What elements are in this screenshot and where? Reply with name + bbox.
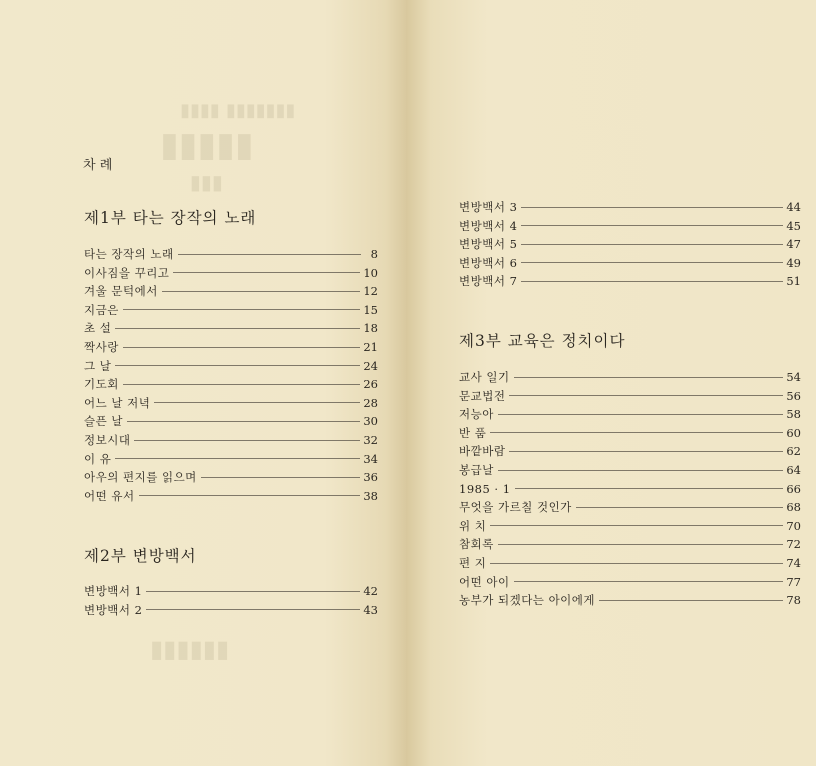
leader-line <box>521 207 783 208</box>
toc-entry-title: 짝사랑 <box>84 340 119 354</box>
toc-entry <box>84 265 378 281</box>
leader-line <box>123 309 361 310</box>
toc-entry <box>459 369 801 385</box>
leader-line <box>173 272 360 273</box>
toc-entry-title: 변방백서 2 <box>84 602 143 617</box>
toc-entry-page-number: 21 <box>363 340 378 354</box>
toc-entry-page-number: 78 <box>786 593 801 608</box>
leader-line <box>115 458 360 459</box>
show-through-text: ▮▮▮▮▮▮▮ ▮▮▮▮ <box>180 100 296 121</box>
leader-line <box>576 507 784 508</box>
leader-line <box>498 414 784 415</box>
toc-entry-page-number: 26 <box>363 377 378 392</box>
right-page <box>406 0 816 766</box>
leader-line <box>490 432 783 433</box>
leader-line <box>123 347 361 348</box>
leader-line <box>521 225 783 226</box>
toc-entry-title: 바깥바람 <box>459 444 506 459</box>
leader-line <box>201 477 361 478</box>
toc-entry <box>84 246 378 262</box>
toc-entry-page-number: 30 <box>363 414 378 429</box>
toc-entry-page-number: 43 <box>363 602 378 617</box>
leader-line <box>509 451 783 452</box>
toc-entry <box>459 481 801 497</box>
toc-entry <box>84 602 378 618</box>
toc-entry-title: 참회록 <box>459 537 494 552</box>
toc-entry-title: 아우의 편지를 읽으며 <box>84 470 197 485</box>
toc-entry <box>84 320 378 336</box>
toc-entry-title: 변방백서 4 <box>459 218 518 233</box>
leader-line <box>514 581 784 582</box>
toc-entry-title: 그 날 <box>84 358 112 373</box>
leader-line <box>134 440 360 441</box>
toc-entry-title: 1985 · 1 <box>459 481 511 496</box>
part1-title: 제1부 타는 장작의 노래 <box>84 209 257 227</box>
toc-entry <box>459 443 801 459</box>
toc-entry-page-number: 60 <box>786 425 801 440</box>
toc-entry-page-number: 74 <box>786 556 801 570</box>
toc-entry <box>84 413 378 429</box>
toc-entry-page-number: 10 <box>363 265 378 280</box>
show-through-text: ▮▮▮ <box>190 170 224 194</box>
toc-entry-title: 변방백서 7 <box>459 274 518 289</box>
leader-line <box>123 384 361 385</box>
toc-entry <box>459 555 801 571</box>
leader-line <box>490 525 783 526</box>
leader-line <box>115 365 360 366</box>
toc-entry <box>84 302 378 318</box>
toc-entry-title: 초 설 <box>84 321 112 336</box>
toc-entry <box>459 499 801 515</box>
leader-line <box>498 470 784 471</box>
toc-entry-title: 어떤 유서 <box>84 488 135 503</box>
toc-entry-title: 변방백서 3 <box>459 200 518 214</box>
toc-entry-title: 변방백서 1 <box>84 584 143 598</box>
leader-line <box>154 402 360 403</box>
toc-entry-title: 편 지 <box>459 556 487 570</box>
toc-entry-title: 정보시대 <box>84 433 131 447</box>
leader-line <box>514 377 784 378</box>
leader-line <box>162 291 361 292</box>
toc-entry-title: 타는 장작의 노래 <box>84 247 174 261</box>
leader-line <box>490 563 783 564</box>
toc-entry-page-number: 51 <box>786 274 801 289</box>
toc-entry-page-number: 47 <box>786 237 801 252</box>
toc-entry-title: 반 품 <box>459 425 487 440</box>
toc-heading: 차 례 <box>83 158 113 173</box>
toc-entry <box>84 432 378 448</box>
toc-entry-page-number: 34 <box>363 451 378 466</box>
leader-line <box>178 254 361 255</box>
toc-entry <box>84 376 378 392</box>
toc-entry-title: 봉급날 <box>459 463 494 477</box>
toc-entry-page-number: 70 <box>786 518 801 533</box>
toc-entry <box>459 406 801 422</box>
leader-line <box>515 488 784 489</box>
leader-line <box>509 395 783 396</box>
leader-line <box>127 421 360 422</box>
toc-entry-page-number: 66 <box>786 481 801 496</box>
toc-entry-page-number: 72 <box>786 537 801 552</box>
toc-entry-page-number: 54 <box>786 370 801 384</box>
toc-entry-page-number: 36 <box>363 470 378 485</box>
toc-entry <box>459 425 801 441</box>
toc-entry-title: 위 치 <box>459 518 487 533</box>
leader-line <box>521 244 783 245</box>
toc-entry-page-number: 18 <box>363 321 378 336</box>
toc-entry-page-number: 24 <box>363 358 378 373</box>
toc-entry-page-number: 62 <box>786 444 801 459</box>
toc-entry <box>84 488 378 504</box>
toc-entry-title: 저능아 <box>459 407 494 422</box>
toc-entry-title: 겨울 문턱에서 <box>84 284 158 299</box>
leader-line <box>115 328 360 329</box>
toc-entry <box>459 388 801 404</box>
toc-entry-title: 농부가 되겠다는 아이에게 <box>459 593 596 608</box>
toc-entry <box>84 395 378 411</box>
toc-entry <box>84 583 378 599</box>
toc-entry <box>84 358 378 374</box>
toc-entry-page-number: 45 <box>786 218 801 233</box>
toc-entry-title: 지금은 <box>84 302 119 317</box>
toc-entry-page-number: 12 <box>363 284 378 299</box>
toc-entry <box>84 451 378 467</box>
leader-line <box>521 262 783 263</box>
show-through-text: ▮▮▮▮▮ <box>160 125 254 165</box>
toc-entry-title: 슬픈 날 <box>84 414 123 429</box>
toc-entry-page-number: 77 <box>786 574 801 589</box>
show-through-text: ▮▮▮▮▮▮ <box>150 635 230 663</box>
toc-entry <box>84 283 378 299</box>
toc-entry <box>459 199 801 215</box>
part3-title: 제3부 교육은 정치이다 <box>459 332 626 350</box>
toc-entry-page-number: 58 <box>786 407 801 422</box>
toc-entry <box>459 236 801 252</box>
toc-entry-page-number: 49 <box>786 255 801 270</box>
toc-entry-page-number: 42 <box>363 584 378 598</box>
toc-entry <box>459 592 801 608</box>
toc-entry-page-number: 15 <box>363 302 378 317</box>
toc-entry-page-number: 44 <box>786 200 801 214</box>
toc-entry-title: 이 유 <box>84 451 112 466</box>
toc-entry-title: 어떤 아이 <box>459 574 510 589</box>
toc-entry <box>459 273 801 289</box>
leader-line <box>498 544 784 545</box>
toc-entry <box>459 536 801 552</box>
leader-line <box>146 591 360 592</box>
leader-line <box>139 495 361 496</box>
toc-entry-page-number: 28 <box>363 395 378 410</box>
leader-line <box>146 609 360 610</box>
left-page <box>0 0 406 766</box>
toc-entry-title: 어느 날 저녁 <box>84 395 151 410</box>
toc-entry-page-number: 32 <box>363 433 378 447</box>
toc-entry <box>459 574 801 590</box>
toc-entry-title: 기도회 <box>84 377 119 392</box>
toc-entry <box>84 339 378 355</box>
toc-entry-title: 문교법전 <box>459 388 506 403</box>
toc-entry <box>459 462 801 478</box>
toc-entry-title: 이사짐을 꾸리고 <box>84 265 170 280</box>
toc-entry-title: 변방백서 5 <box>459 237 518 252</box>
toc-entry-page-number: 68 <box>786 500 801 515</box>
toc-entry-title: 교사 일기 <box>459 370 510 384</box>
toc-entry <box>459 255 801 271</box>
leader-line <box>599 600 783 601</box>
leader-line <box>521 281 783 282</box>
toc-entry-page-number: 8 <box>370 247 378 261</box>
toc-entry-page-number: 64 <box>786 463 801 477</box>
toc-entry-page-number: 38 <box>363 488 378 503</box>
toc-entry-title: 무엇을 가르칠 것인가 <box>459 500 572 515</box>
toc-entry <box>459 518 801 534</box>
toc-entry-title: 변방백서 6 <box>459 255 518 270</box>
toc-entry <box>84 469 378 485</box>
toc-entry <box>459 218 801 234</box>
toc-entry-page-number: 56 <box>786 388 801 403</box>
part2-title: 제2부 변방백서 <box>84 547 197 565</box>
